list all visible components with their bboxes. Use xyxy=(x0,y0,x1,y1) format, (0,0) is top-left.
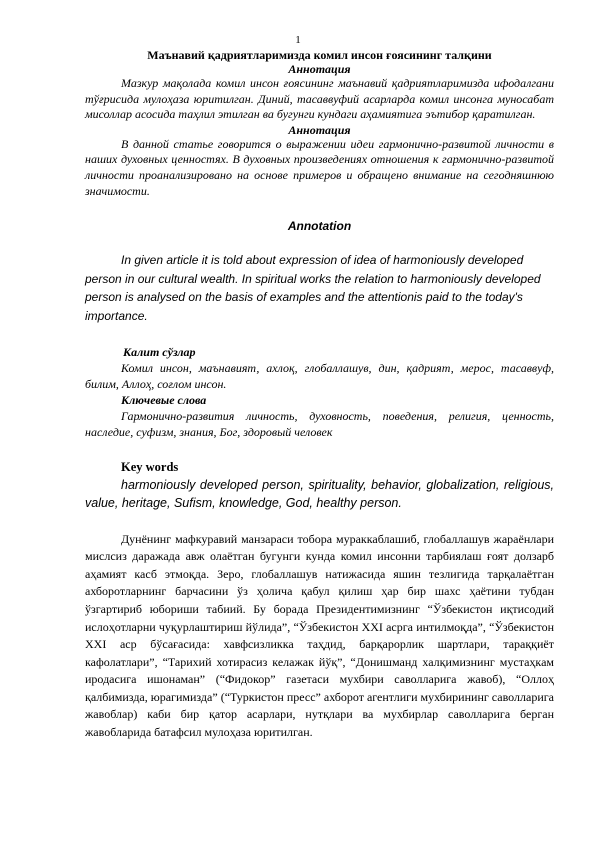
ru-annotation-heading: Аннотация xyxy=(288,122,351,137)
uz-keywords-text: Комил инсон, маънавият, ахлоқ, глобаллашув, дин, қадрият, мерос, тасаввуф, билим, Аллоҳ, соғлом инсон. xyxy=(85,360,554,391)
en-annotation-text: In given article it is told about expression of idea of harmoniously developed person in our cultural wealth. In spiritual works the relation to harmoniously developed person is analysed on the basis of examples and the attentionis paid to the today's importance. xyxy=(85,253,541,323)
uz-annotation-heading: Аннотация xyxy=(288,62,351,76)
uz-keywords-heading: Калит сўзлар xyxy=(123,344,196,359)
ru-keywords-text: Гармонично-развития личность, духовность, поведения, религия, ценность, наследие, суфизм, знания, Бог, здоровый человек xyxy=(85,408,554,439)
page-number: 1 xyxy=(295,34,301,46)
document-page xyxy=(85,34,554,742)
en-keywords-text: harmoniously developed person, spirituality, behavior, globalization, religious, value, heritage, Sufism, knowledge, God, healthy person. xyxy=(85,477,554,511)
main-paragraph: Дунёнинг мафкуравий манзараси тобора мураккаблашиб, глобаллашув жараёнлари мислсиз даражада авж олаётган бугунги кунда комил инсонни тарбиялаш ғоят долзарб аҳамият касб этмоқда. Зеро, глобаллашув натижасида яшин тезлигида тарқалаётган ахборотларнинг барчасини ўз ҳолича қабул қилиш ҳар бир шахс ҳаётини тубдан ўзгартириб юбориши табиий. Бу борада Президентимизнинг “Ўзбекистон иқтисодий ислоҳотларни чуқурлаштириш йўлида”, “Ўзбекистон XXI асрга интилмоқда”, “Ўзбекистон XXI аср бўсағасида: хавфсизликка таҳдид, барқарорлик шартлари, тараққиёт кафолатлари”, “Тарихий хотирасиз келажак йўқ”, “Донишманд халқимизнинг мустаҳкам иродасига ишонаман” (“Фидокор” газетаси мухбири саволларига жавоб), “Оллоҳ қалбимизда, юрагимизда” (“Туркистон пресс” ахборот агентлиги мухбирининг саволларига жавоблар) каби бир қатор асарлари, нутқлари ва мухбирлар саволларига берган жавобларида батафсил мулоҳаза юритилган. xyxy=(85,531,554,740)
en-annotation-heading: Annotation xyxy=(287,219,352,234)
ru-annotation-text: В данной статье говорится о выражении идеи гармонично-развитой личности в наших духовных ценностях. В духовных произведениях отношения к гармонично-развитой личности проанализировано на основе примеров и обращено внимание на сегодняшнюю значимости. xyxy=(85,136,554,198)
uz-annotation-text: Мазкур мақолада комил инсон ғоясининг маънавий қадриятларимизда ифодалгани тўғрисида мулоҳаза юритилган. Диний, тасаввуфий асарларда комил инсонга муносабат мисоллар асосида таҳлил этилган ва бугунги кундаги аҳамиятига эътибор қаратилган. xyxy=(85,76,554,122)
en-keywords-heading: Key words xyxy=(121,459,179,474)
ru-keywords-heading: Ключевые слова xyxy=(121,392,207,407)
article-title: Маънавий қадриятларимизда комил инсон ғоясининг талқини xyxy=(147,48,492,62)
